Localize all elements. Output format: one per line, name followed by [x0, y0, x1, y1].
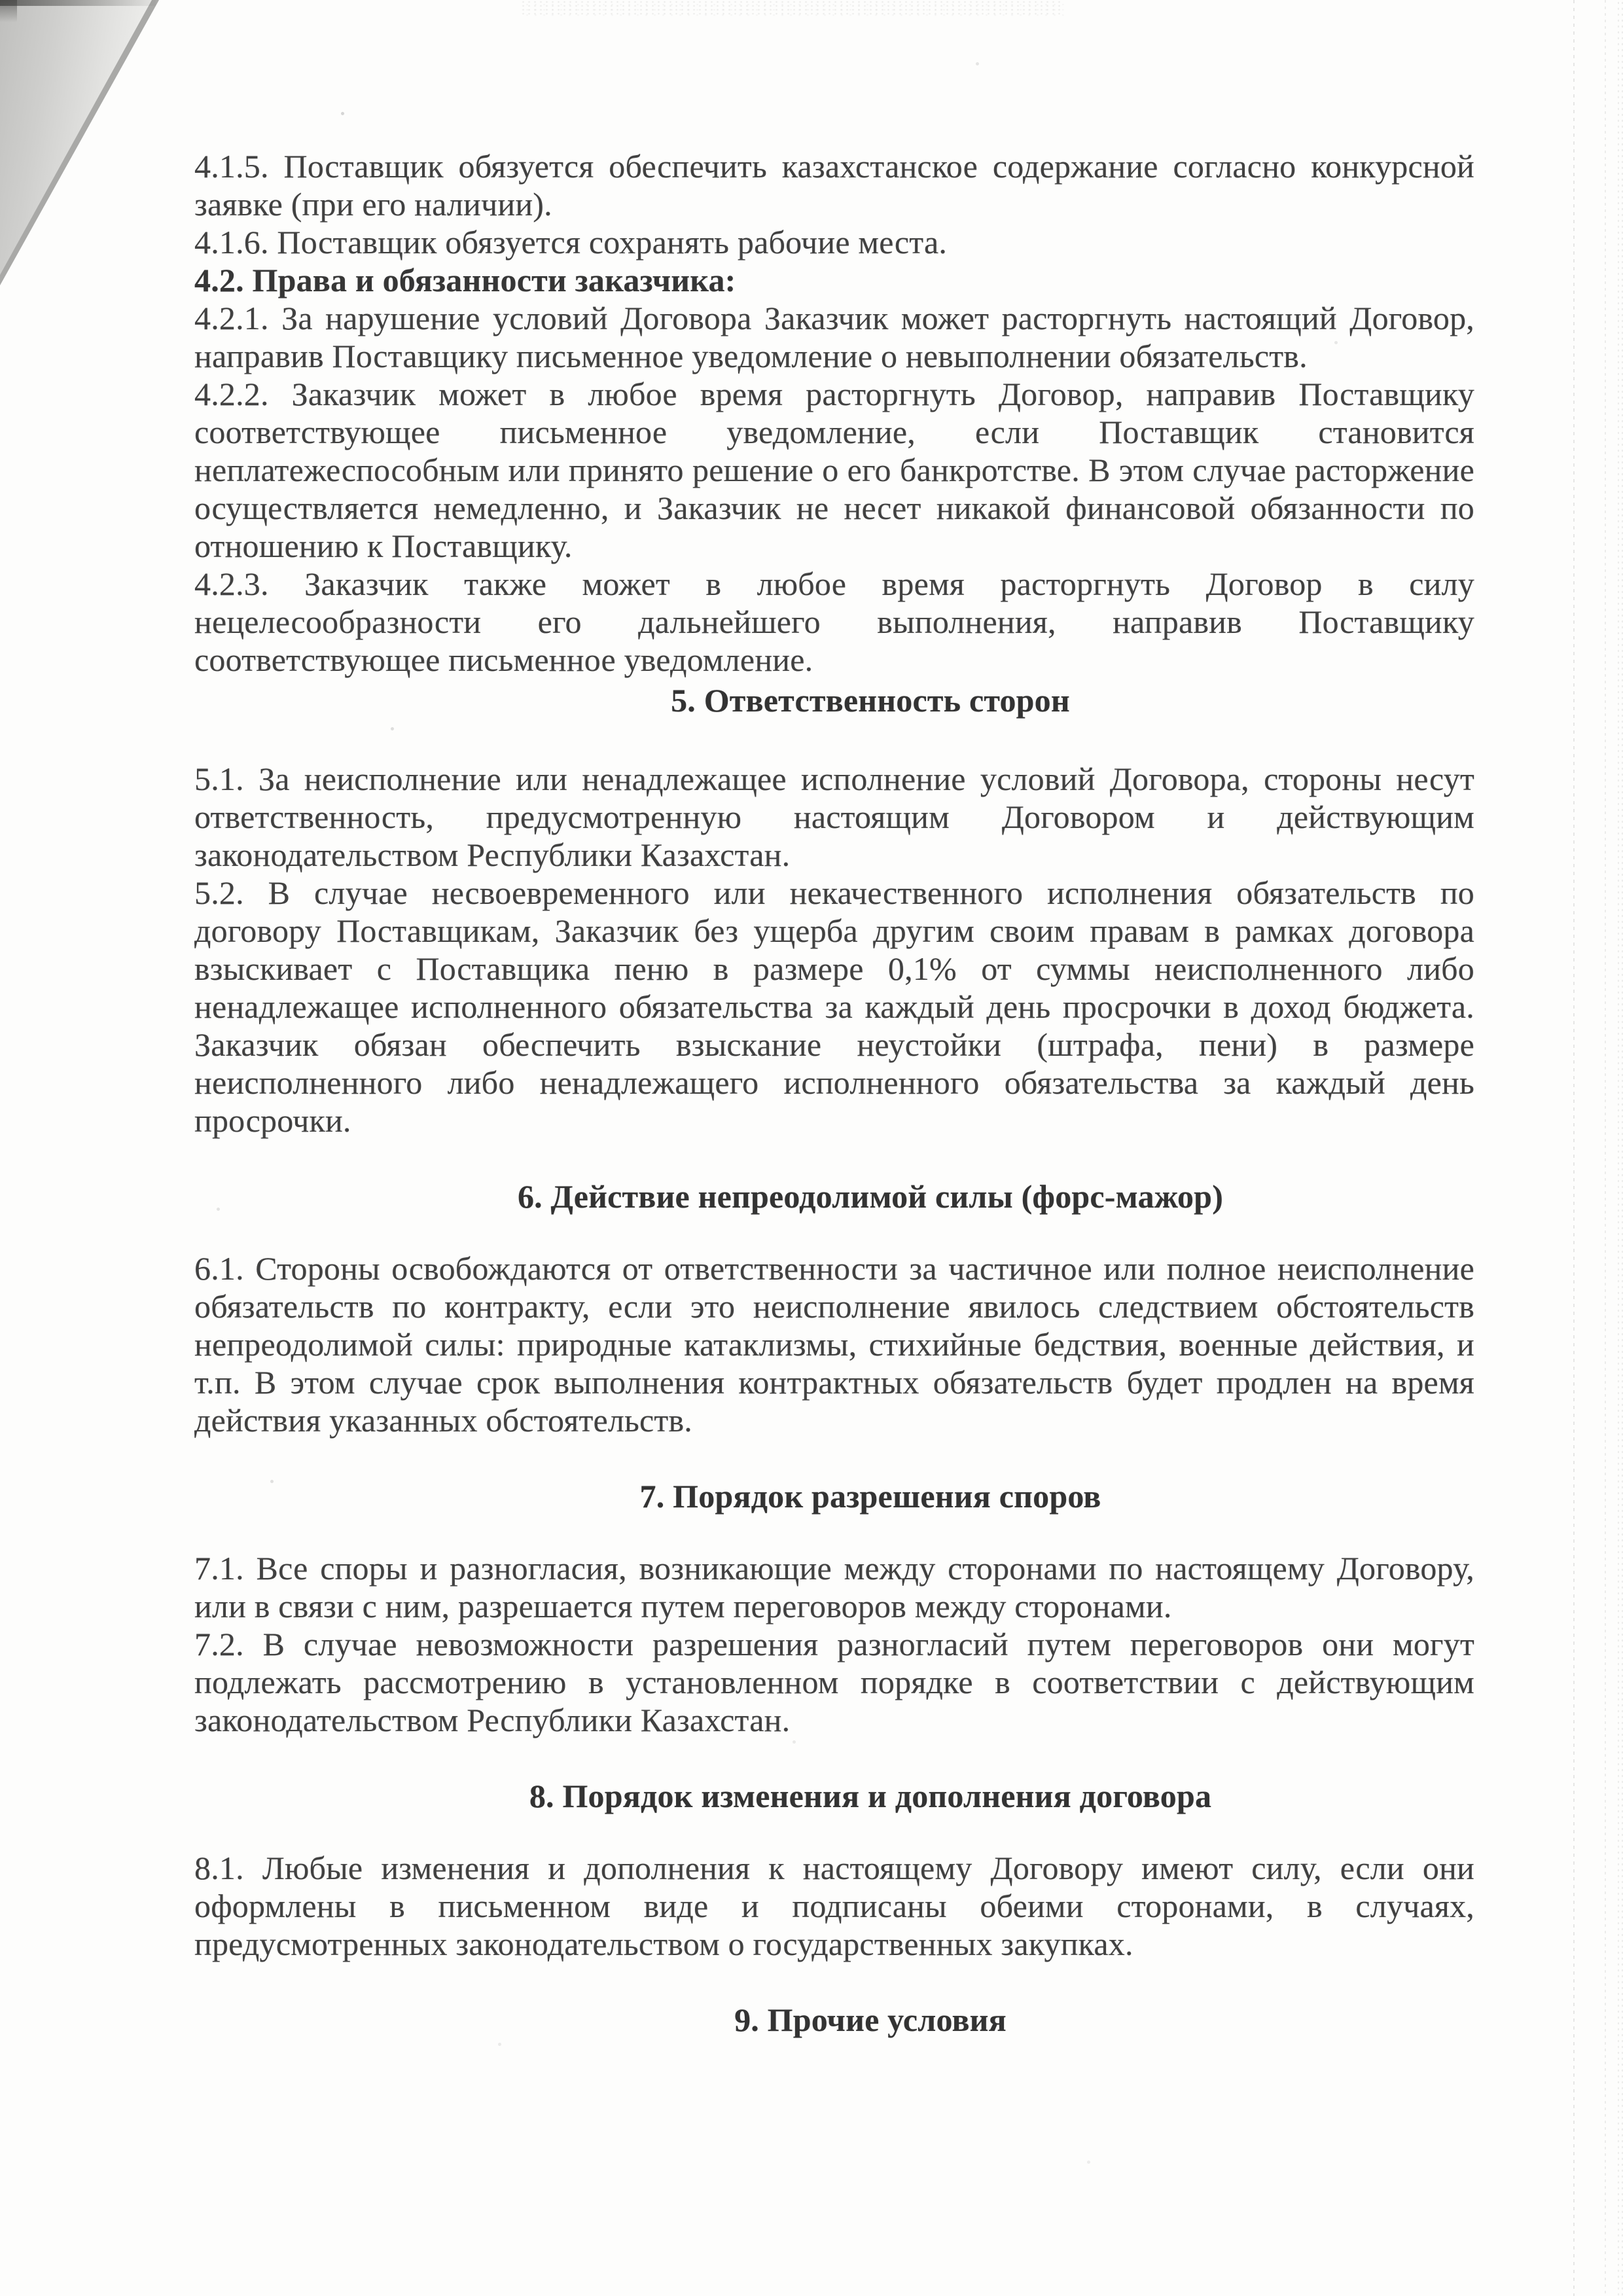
- section-9-heading: 9. Прочие условия: [734, 2001, 1007, 2038]
- page-fold-corner-dark: [0, 0, 17, 22]
- scan-streak-line: [1573, 0, 1575, 2296]
- scan-dust-specks: [0, 0, 2, 2]
- clause-4-2-3: 4.2.3. Заказчик также может в любое время расторгнуть Договор в силу нецелесообразности его дальнейшего выполнения, направив Поставщику соответствующее письменное уведомление.: [194, 565, 1474, 678]
- section-6-heading: 6. Действие непреодолимой силы (форс-мажор): [517, 1178, 1224, 1215]
- section-5-heading: 5. Ответственность сторон: [671, 682, 1070, 719]
- clause-7-2: 7.2. В случае невозможности разрешения разногласий путем переговоров они могут подлежать рассмотрению в установленном порядке в соответствии с действующим законодательством Республики Казахстан.: [194, 1626, 1474, 1738]
- clause-6-1: 6.1. Стороны освобождаются от ответственности за частичное или полное неисполнение обязательств по контракту, если это неисполнение явилось следствием обстоятельств непреодолимой силы: природные катаклизмы, стихийные бедствия, военные действия, и т.п. В этом случае срок выполнения контрактных обязательств будет продлен на время действия указанных обстоятельств.: [194, 1250, 1474, 1439]
- contract-body: [194, 147, 1474, 2073]
- section-8-heading: 8. Порядок изменения и дополнения договора: [529, 1778, 1212, 1814]
- scan-right-edge-noise: [1616, 0, 1623, 2296]
- clause-7-1: 7.1. Все споры и разногласия, возникающие между сторонами по настоящему Договору, или в связи с ним, разрешается путем переговоров между сторонами.: [194, 1550, 1474, 1624]
- clause-4-1-6: 4.1.6. Поставщик обязуется сохранять рабочие места.: [194, 224, 948, 260]
- clause-5-2: 5.2. В случае несвоевременного или некачественного исполнения обязательств по договору Поставщикам, Заказчик без ущерба другим своим правам в рамках договора взыскивает с Поставщика пеню в размере 0,1% от суммы неисполненного либо ненадлежащее исполненного обязательства за каждый день просрочки в доход бюджета. Заказчик обязан обеспечить взыскание неустойки (штрафа, пени) в размере неисполненного либо ненадлежащего исполненного обязательства за каждый день просрочки.: [194, 874, 1474, 1139]
- clause-5-1: 5.1. За неисполнение или ненадлежащее исполнение условий Договора, стороны несут ответственность, предусмотренную настоящим Договором и действующим законодательством Республики Казахстан.: [194, 761, 1474, 873]
- clause-4-2-subheading: 4.2. Права и обязанности заказчика:: [194, 262, 736, 298]
- page-fold-top-shadow: [0, 0, 156, 6]
- scan-noise-strip: [520, 0, 1063, 16]
- scan-streak-line-2: [1605, 0, 1606, 2296]
- clause-4-2-1: 4.2.1. За нарушение условий Договора Заказчик может расторгнуть настоящий Договор, направив Поставщику письменное уведомление о невыполнении обязательств.: [194, 300, 1474, 374]
- clause-8-1: 8.1. Любые изменения и дополнения к настоящему Договору имеют силу, если они оформлены в письменном виде и подписаны обеими сторонами, в случаях, предусмотренных законодательством о государственных закупках.: [194, 1850, 1474, 1962]
- clause-4-1-5: 4.1.5. Поставщик обязуется обеспечить казахстанское содержание согласно конкурсной заявке (при его наличии).: [194, 148, 1474, 223]
- section-7-heading: 7. Порядок разрешения споров: [639, 1478, 1101, 1515]
- clause-4-2-2: 4.2.2. Заказчик может в любое время расторгнуть Договор, направив Поставщику соответствующее письменное уведомление, если Поставщик становится неплатежеспособным или принято решение о его банкротстве. В этом случае расторжение осуществляется немедленно, и Заказчик не несет никакой финансовой обязанности по отношению к Поставщику.: [194, 376, 1474, 564]
